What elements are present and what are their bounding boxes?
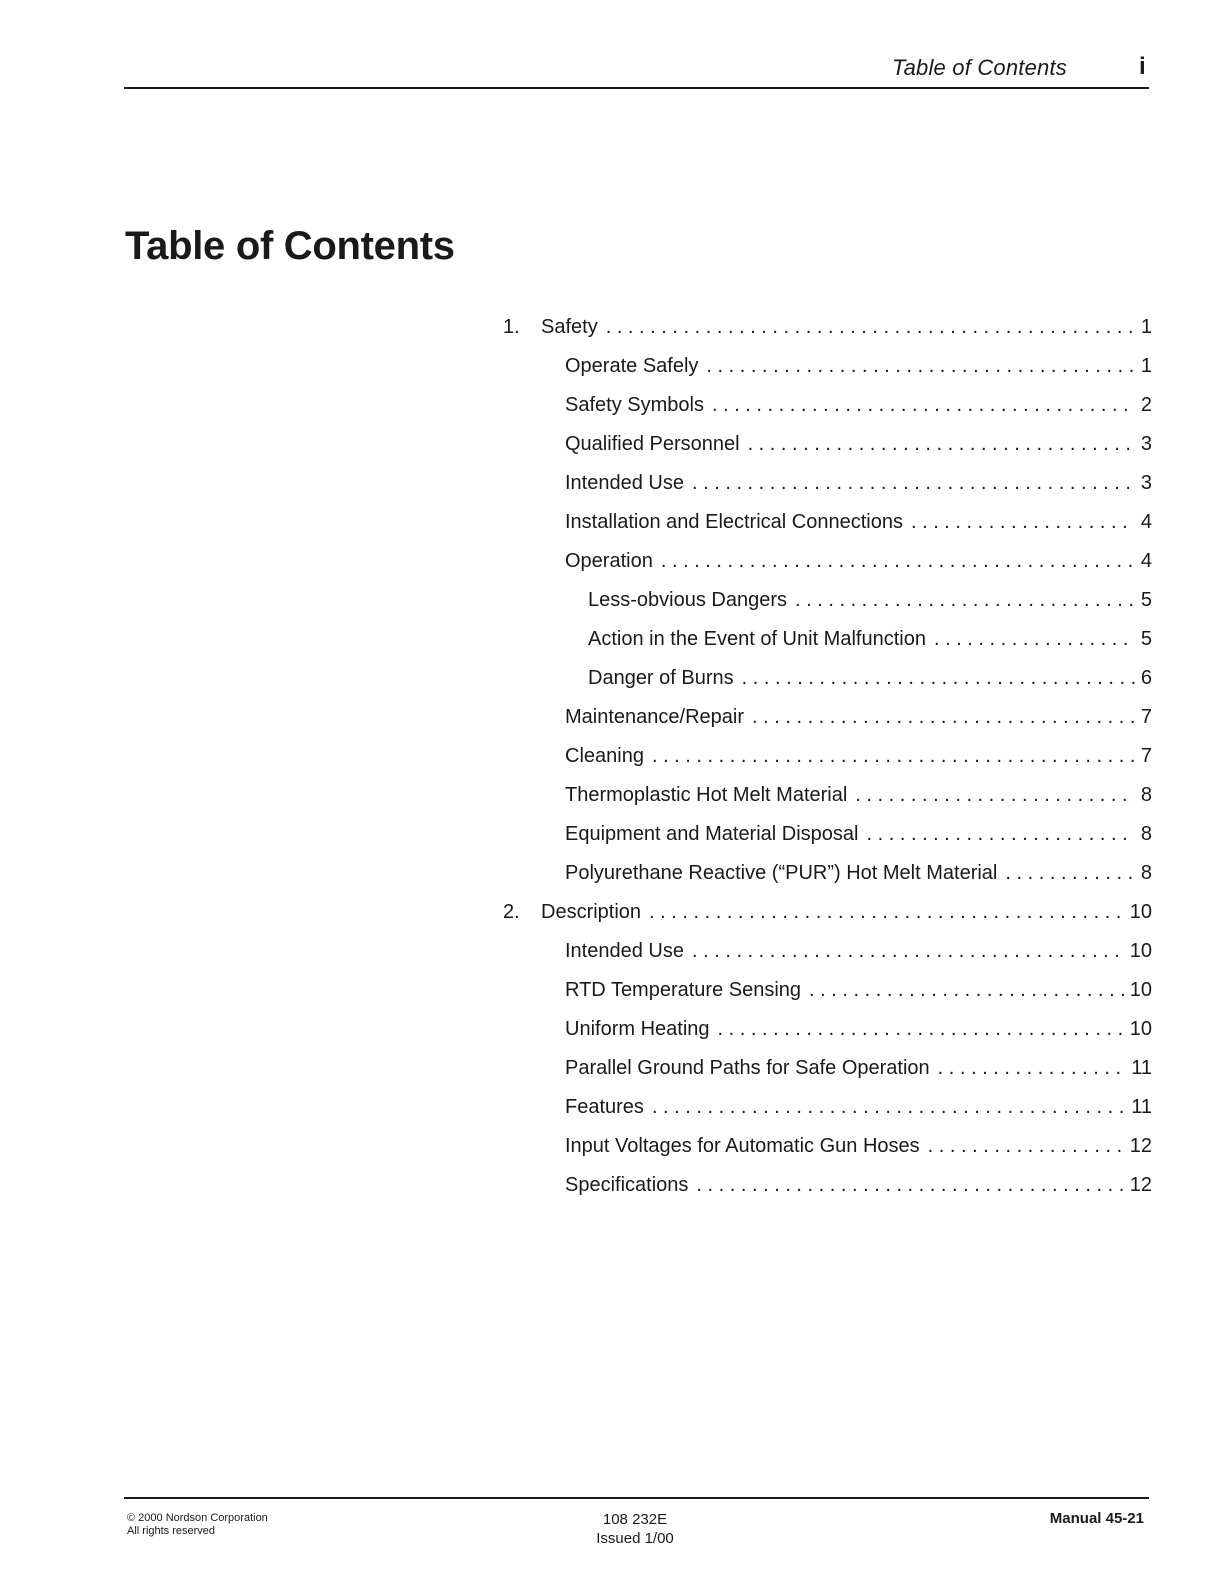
toc-page-number: 10 <box>1129 979 1152 1001</box>
toc-section-entry[interactable] <box>503 472 1152 511</box>
toc-entry-title: Intended Use <box>565 940 684 962</box>
table-of-contents <box>503 316 1152 1213</box>
toc-page-number: 6 <box>1140 667 1152 689</box>
toc-dot-leader <box>867 823 1135 846</box>
toc-dot-leader <box>696 1174 1123 1197</box>
toc-section-entry[interactable] <box>503 1174 1152 1213</box>
toc-dot-leader <box>911 511 1135 534</box>
toc-entry-title: Danger of Burns <box>588 667 734 689</box>
rights-line: All rights reserved <box>127 1525 216 1537</box>
toc-section-entry[interactable] <box>503 628 1152 667</box>
page-title: Table of Contents <box>125 224 455 268</box>
toc-chapter-number: 1. <box>503 316 520 338</box>
running-header-title: Table of Contents <box>891 55 1067 80</box>
toc-page-number: 1 <box>1140 316 1152 338</box>
toc-entry-title: RTD Temperature Sensing <box>565 979 802 1001</box>
toc-dot-leader <box>809 979 1124 1002</box>
toc-entry-title: Less-obvious Dangers <box>588 589 787 611</box>
header-page-number: i <box>1139 53 1146 80</box>
toc-dot-leader <box>1005 862 1135 885</box>
toc-dot-leader <box>692 940 1124 963</box>
toc-dot-leader <box>938 1057 1126 1080</box>
toc-dot-leader <box>706 355 1134 378</box>
toc-entry-title: Safety Symbols <box>565 394 704 416</box>
toc-entry-title: Safety <box>541 316 598 338</box>
toc-entry-title: Operate Safely <box>565 355 699 377</box>
toc-section-entry[interactable] <box>503 1135 1152 1174</box>
toc-entry-title: Cleaning <box>565 745 644 767</box>
toc-section-entry[interactable] <box>503 667 1152 706</box>
toc-page-number: 12 <box>1129 1174 1152 1196</box>
toc-page-number: 8 <box>1140 823 1152 845</box>
toc-section-entry[interactable] <box>503 433 1152 472</box>
toc-page-number: 3 <box>1140 472 1152 494</box>
toc-section-entry[interactable] <box>503 823 1152 862</box>
toc-section-entry[interactable] <box>503 1096 1152 1135</box>
toc-entry-title: Uniform Heating <box>565 1018 710 1040</box>
toc-section-entry[interactable] <box>503 550 1152 589</box>
toc-section-entry[interactable] <box>503 979 1152 1018</box>
footer-divider <box>124 1497 1149 1499</box>
toc-dot-leader <box>692 472 1135 495</box>
toc-page-number: 5 <box>1140 628 1152 650</box>
toc-dot-leader <box>928 1135 1124 1158</box>
part-number: 108 232E <box>602 1511 668 1528</box>
toc-entry-title: Equipment and Material Disposal <box>565 823 859 845</box>
toc-page-number: 10 <box>1129 940 1152 962</box>
toc-dot-leader <box>934 628 1135 651</box>
toc-chapter-number: 2. <box>503 901 520 923</box>
toc-entry-title: Maintenance/Repair <box>565 706 744 728</box>
toc-dot-leader <box>795 589 1135 612</box>
toc-entry-title: Input Voltages for Automatic Gun Hoses <box>565 1135 920 1157</box>
toc-page-number: 12 <box>1129 1135 1152 1157</box>
toc-section-entry[interactable] <box>503 940 1152 979</box>
toc-page-number: 11 <box>1131 1096 1152 1118</box>
toc-entry-title: Specifications <box>565 1174 689 1196</box>
toc-entry-title: Qualified Personnel <box>565 433 740 455</box>
toc-page-number: 7 <box>1140 706 1152 728</box>
toc-page-number: 2 <box>1140 394 1152 416</box>
toc-section-entry[interactable] <box>503 1018 1152 1057</box>
toc-page-number: 3 <box>1140 433 1152 455</box>
toc-section-entry[interactable] <box>503 1057 1152 1096</box>
toc-entry-title: Action in the Event of Unit Malfunction <box>588 628 926 650</box>
toc-section-entry[interactable] <box>503 589 1152 628</box>
toc-page-number: 8 <box>1140 784 1152 806</box>
toc-entry-title: Parallel Ground Paths for Safe Operation <box>565 1057 930 1079</box>
footer-document-info <box>560 1510 710 1548</box>
toc-entry-title: Features <box>565 1096 644 1118</box>
toc-dot-leader <box>742 667 1135 690</box>
toc-page-number: 4 <box>1140 511 1152 533</box>
toc-chapter-entry[interactable] <box>503 316 1152 355</box>
toc-dot-leader <box>661 550 1135 573</box>
toc-dot-leader <box>752 706 1135 729</box>
toc-page-number: 4 <box>1140 550 1152 572</box>
toc-page-number: 5 <box>1140 589 1152 611</box>
toc-entry-title: Thermoplastic Hot Melt Material <box>565 784 848 806</box>
toc-dot-leader <box>606 316 1135 339</box>
toc-section-entry[interactable] <box>503 706 1152 745</box>
toc-entry-title: Polyurethane Reactive (“PUR”) Hot Melt Material <box>565 862 998 884</box>
toc-page-number: 8 <box>1140 862 1152 884</box>
toc-section-entry[interactable] <box>503 394 1152 433</box>
toc-dot-leader <box>649 901 1124 924</box>
toc-page-number: 10 <box>1129 901 1152 923</box>
toc-page-number: 11 <box>1131 1057 1152 1079</box>
toc-page-number: 7 <box>1140 745 1152 767</box>
toc-section-entry[interactable] <box>503 745 1152 784</box>
footer-copyright <box>127 1512 268 1538</box>
toc-section-entry[interactable] <box>503 862 1152 901</box>
toc-section-entry[interactable] <box>503 355 1152 394</box>
toc-entry-title: Installation and Electrical Connections <box>565 511 903 533</box>
toc-dot-leader <box>652 745 1135 768</box>
toc-chapter-entry[interactable] <box>503 901 1152 940</box>
toc-entry-title: Description <box>541 901 642 923</box>
toc-entry-title: Intended Use <box>565 472 684 494</box>
toc-dot-leader <box>712 394 1135 417</box>
toc-page-number: 1 <box>1140 355 1152 377</box>
toc-dot-leader <box>652 1096 1125 1119</box>
toc-section-entry[interactable] <box>503 511 1152 550</box>
toc-section-entry[interactable] <box>503 784 1152 823</box>
copyright-line: © 2000 Nordson Corporation <box>127 1512 268 1524</box>
toc-page-number: 10 <box>1129 1018 1152 1040</box>
toc-dot-leader <box>748 433 1135 456</box>
toc-dot-leader <box>718 1018 1124 1041</box>
toc-dot-leader <box>855 784 1135 807</box>
manual-number: Manual 45-21 <box>1049 1510 1144 1527</box>
issue-date: Issued 1/00 <box>596 1530 674 1547</box>
header-divider <box>124 87 1149 89</box>
toc-entry-title: Operation <box>565 550 653 572</box>
